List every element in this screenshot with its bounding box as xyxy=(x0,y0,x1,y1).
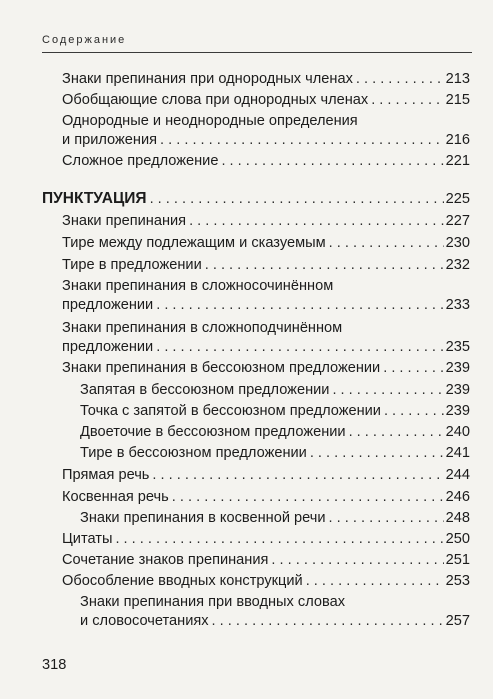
leader-dots xyxy=(156,296,443,314)
toc-entry-title: Знаки препинания в косвенной речи xyxy=(80,510,326,526)
toc-entry-title-line1: Знаки препинания в сложносочинённом xyxy=(62,278,334,294)
toc-entry xyxy=(80,423,470,441)
toc-entry-title: Знаки препинания в бессоюзном предложении xyxy=(62,360,381,376)
toc-entry-page: 239 xyxy=(445,403,470,419)
leader-dots xyxy=(212,612,444,630)
toc-entry-page: 227 xyxy=(445,213,470,229)
header-rule xyxy=(42,52,472,53)
toc-entry xyxy=(80,509,470,527)
toc-entry xyxy=(62,70,470,88)
toc-section-heading xyxy=(42,190,470,208)
leader-dots xyxy=(172,488,444,506)
leader-dots xyxy=(329,234,444,252)
leader-dots xyxy=(271,551,443,569)
toc-entry-title: Знаки препинания при однородных членах xyxy=(62,71,353,87)
toc-entry-title: Обобщающие слова при однородных членах xyxy=(62,92,369,108)
leader-dots xyxy=(332,381,443,399)
toc-entry-title: предложении xyxy=(62,297,154,313)
toc-entry xyxy=(62,256,470,274)
toc-entry-title: ПУНКТУАЦИЯ xyxy=(42,190,147,207)
toc-entry-page: 232 xyxy=(445,257,470,273)
toc-entry xyxy=(80,612,470,630)
toc-entry-title: предложении xyxy=(62,339,154,355)
leader-dots xyxy=(310,444,444,462)
toc-entry-page: 213 xyxy=(445,71,470,87)
toc-entry-page: 230 xyxy=(445,235,470,251)
toc-entry xyxy=(62,466,470,484)
toc-entry-title: Косвенная речь xyxy=(62,489,169,505)
toc-entry xyxy=(62,152,470,170)
leader-dots xyxy=(306,572,444,590)
leader-dots xyxy=(221,152,443,170)
toc-entry-page: 250 xyxy=(445,531,470,547)
leader-dots xyxy=(356,70,444,88)
toc-entry xyxy=(62,91,470,109)
leader-dots xyxy=(160,131,444,149)
leader-dots xyxy=(150,190,444,208)
toc-entry xyxy=(62,338,470,356)
toc-entry xyxy=(62,359,470,377)
toc-entry-page: 215 xyxy=(445,92,470,108)
toc-entry-title: и приложения xyxy=(62,132,158,148)
toc-entry-title: Тире между подлежащим и сказуемым xyxy=(62,235,326,251)
toc-entry-title: Сочетание знаков препинания xyxy=(62,552,269,568)
toc-entry-page: 257 xyxy=(445,613,470,629)
toc-entry-page: 244 xyxy=(445,467,470,483)
toc-entry-page: 239 xyxy=(445,382,470,398)
leader-dots xyxy=(205,256,444,274)
toc-entry-page: 233 xyxy=(445,297,470,313)
page-number: 318 xyxy=(42,657,67,673)
leader-dots xyxy=(152,466,443,484)
toc-entry-page: 239 xyxy=(445,360,470,376)
toc-entry xyxy=(62,572,470,590)
toc-entry-page: 251 xyxy=(445,552,470,568)
toc-entry xyxy=(62,530,470,548)
toc-entry xyxy=(80,402,470,420)
leader-dots xyxy=(349,423,444,441)
toc-entry-title: Точка с запятой в бессоюзном предложении xyxy=(80,403,381,419)
toc-entry-title-line1: Знаки препинания в сложноподчинённом xyxy=(62,320,343,336)
toc-entry-title: Тире в предложении xyxy=(62,257,202,273)
toc-entry-page: 221 xyxy=(445,153,470,169)
toc-entry-title: Тире в бессоюзном предложении xyxy=(80,445,307,461)
toc-entry xyxy=(62,296,470,314)
toc-entry-title: Цитаты xyxy=(62,531,113,547)
toc-entry-title: Сложное предложение xyxy=(62,153,219,169)
toc-entry-title: Знаки препинания xyxy=(62,213,187,229)
toc-entry-page: 246 xyxy=(445,489,470,505)
leader-dots xyxy=(329,509,444,527)
toc-entry-page: 241 xyxy=(445,445,470,461)
leader-dots xyxy=(115,530,443,548)
toc-entry-title: Запятая в бессоюзном предложении xyxy=(80,382,330,398)
toc-entry xyxy=(80,444,470,462)
toc-entry xyxy=(62,551,470,569)
running-header: Содержание xyxy=(42,34,127,46)
toc-entry-page: 248 xyxy=(445,510,470,526)
toc-entry-page: 225 xyxy=(445,191,470,207)
toc-entry-page: 253 xyxy=(445,573,470,589)
toc-entry-title-line1: Знаки препинания при вводных словах xyxy=(80,594,345,610)
toc-entry-page: 235 xyxy=(445,339,470,355)
toc-entry-title-line1: Однородные и неоднородные определения xyxy=(62,113,358,129)
leader-dots xyxy=(156,338,443,356)
toc-entry xyxy=(62,488,470,506)
toc-entry xyxy=(62,131,470,149)
leader-dots xyxy=(371,91,443,109)
toc-entry-title: и словосочетаниях xyxy=(80,613,209,629)
toc-entry-page: 216 xyxy=(445,132,470,148)
toc-entry xyxy=(80,381,470,399)
toc-entry-title: Двоеточие в бессоюзном предложении xyxy=(80,424,346,440)
toc-entry-title: Обособление вводных конструкций xyxy=(62,573,303,589)
toc-entry-title: Прямая речь xyxy=(62,467,150,483)
toc-entry-page: 240 xyxy=(445,424,470,440)
leader-dots xyxy=(384,402,444,420)
toc-entry xyxy=(62,212,470,230)
toc-entry xyxy=(62,234,470,252)
leader-dots xyxy=(383,359,443,377)
leader-dots xyxy=(189,212,444,230)
